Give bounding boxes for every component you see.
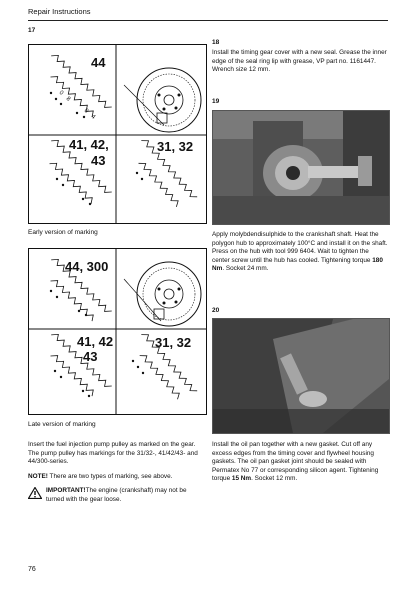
section-20-text-b: . Socket 12 mm.	[251, 475, 298, 482]
section-20-paragraph	[212, 441, 388, 484]
early-marking-diagram	[29, 45, 206, 223]
section-19-text	[212, 231, 388, 274]
section-18-wrench: Wrench size 12 mm.	[212, 66, 271, 73]
section-18-paragraph: Install the timing gear cover with a new seal. Grease the inner edge of the seal ring lip with grease, VP part no. 1161447.	[212, 49, 387, 65]
dial-mark-label: 0	[82, 107, 90, 115]
section-19-paragraph	[212, 231, 388, 274]
pulley-drawing-late	[124, 262, 201, 326]
note-label: NOTE!	[28, 472, 48, 480]
section-number-18: 18	[212, 39, 220, 46]
page-number: 76	[28, 566, 36, 573]
oil-pan-photo	[212, 318, 390, 434]
section-number-19: 19	[212, 98, 220, 105]
late-marking-diagram	[29, 249, 206, 414]
oil-pan-photo-graphic	[213, 319, 389, 433]
section-19-text-a: Apply molybdendisulphide to the crankshaft shaft. Heat the polygon hub to approximately 100°C and install it on the shaft. Press on the hub with tool 999 6404. Wait to tighten the center screw until the hub has cooled. Tightening torque	[212, 231, 388, 264]
pulley-drawing-early	[124, 68, 201, 132]
section-20-torque: 15 Nm	[231, 475, 252, 482]
late-label-41-42: 41, 42	[77, 334, 114, 349]
important-label: IMPORTANT!	[46, 487, 86, 494]
warning-icon	[28, 487, 42, 499]
dial-mark-label: 0	[57, 89, 65, 97]
hub-installation-photo	[212, 110, 390, 225]
hub-photo-graphic	[213, 111, 389, 224]
early-label-44: 44	[91, 55, 106, 70]
dial-mark-label: 4	[89, 113, 97, 121]
left-instructions	[28, 441, 206, 504]
section-18-text	[212, 49, 388, 75]
section-20-text	[212, 441, 388, 484]
section-number-17: 17	[28, 27, 36, 34]
early-label-41-42: 41, 42,	[69, 137, 109, 152]
late-label-43: 43	[83, 349, 98, 364]
section-number-20: 20	[212, 307, 220, 314]
note-text: There are two types of marking, see above.	[47, 472, 173, 480]
early-label-43: 43	[91, 153, 106, 168]
note-paragraph	[28, 473, 206, 482]
late-label-31-32: 31, 32	[155, 335, 192, 350]
section-19-torque: 180 Nm	[212, 256, 383, 272]
important-warning	[28, 487, 206, 504]
section-20-text-a: Install the oil pan together with a new gasket. Cut off any excess edges from the timing cover and flywheel housing gaskets. The oil pan gasket joint should be sealed with Permatex No 77 or corresponding silicon agent. Tightening torque	[212, 441, 379, 482]
header-title: Repair Instructions	[28, 7, 91, 16]
late-marking-caption: Late version of marking	[28, 421, 96, 428]
section-19-text-b: . Socket 24 mm.	[222, 265, 269, 272]
important-paragraph	[46, 487, 206, 504]
late-label-44-300-text: 44, 300	[65, 259, 109, 274]
late-marking-figure	[28, 248, 207, 415]
early-marking-figure	[28, 44, 207, 224]
header-rule	[28, 20, 388, 21]
pump-pulley-paragraph: Insert the fuel injection pump pulley as marked on the gear. The pump pulley has markings for the 31/32-, 41/42/43- and 44/300-series.	[28, 441, 198, 465]
early-label-31-32: 31, 32	[157, 139, 194, 154]
early-marking-caption: Early version of marking	[28, 229, 98, 236]
important-text: The engine (crankshaft) may not be turned with the gear loose.	[46, 487, 187, 503]
dial-mark-label: 8	[64, 95, 72, 103]
